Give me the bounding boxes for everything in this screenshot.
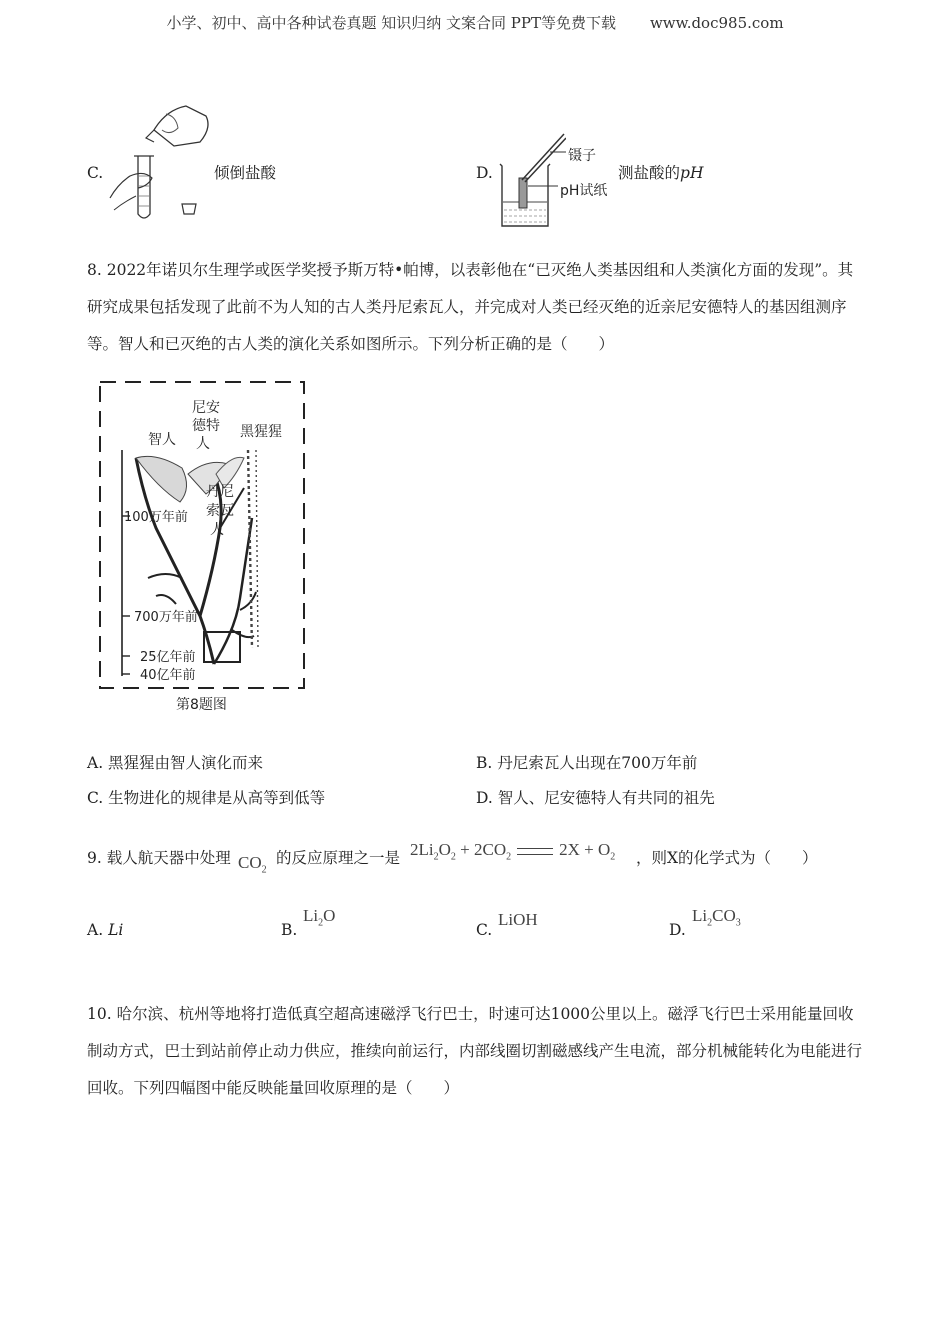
header-url: www.doc985.com — [649, 14, 784, 32]
q8-option-a: A. 黑猩猩由智人演化而来 — [87, 754, 264, 772]
formula-li2co3: $Li_2CO_3$ — [692, 906, 741, 929]
label-chimpanzee: 黑猩猩 — [240, 424, 282, 440]
header-slogan: 小学、初中、高中各种试卷真题 知识归纳 文案合同 PPT等免费下载 — [166, 14, 616, 32]
label-denisovan-3: 人 — [210, 522, 224, 538]
q7-option-d-letter: D. — [476, 164, 493, 182]
ph-paper-label: pH试纸 — [560, 183, 608, 199]
label-neanderthal-2: 德特 — [192, 418, 220, 434]
label-homo-sapiens: 智人 — [148, 432, 176, 448]
q8-option-d: D. 智人、尼安德特人有共同的祖先 — [476, 789, 715, 807]
q8-option-b: B. 丹尼索瓦人出现在700万年前 — [476, 754, 698, 772]
q7-option-d-text-main: 测盐酸的 — [618, 164, 681, 182]
formula-reaction: $2Li_2O_2 + 2CO_2$ $2X + O_2$ — [410, 840, 616, 863]
figure-caption: 第8题图 — [176, 697, 227, 713]
q9-suffix: ，则X的化学式为（ ） — [636, 849, 818, 867]
formula-li2o: $Li_2O$ — [303, 906, 336, 929]
label-neanderthal-3: 人 — [196, 436, 210, 452]
q8-option-c: C. 生物进化的规律是从高等到低等 — [87, 789, 326, 807]
q9-option-a-letter: A. — [87, 921, 104, 939]
q9-option-a-value: Li — [108, 921, 124, 939]
q7-option-c-text: 倾倒盐酸 — [214, 164, 277, 182]
label-denisovan-2: 索瓦 — [206, 503, 234, 519]
beaker-tweezers-illustration — [494, 130, 566, 230]
formula-lioh: LiOH — [498, 910, 538, 929]
q9-option-a — [87, 919, 123, 941]
q9-option-b-letter: B. — [281, 921, 298, 939]
page-header — [0, 12, 950, 33]
label-denisovan-1: 丹尼 — [206, 484, 234, 500]
formula-co2: $CO_2$ — [238, 853, 267, 876]
q10-stem: 10. 哈尔滨、杭州等地将打造低真空超高速磁浮飞行巴士，时速可达1000公里以上。磁浮飞行巴士采用能量回收制动方式，巴士到站前停止动力供应，推续向前运行，内部线圈切割磁感线产生电流，部分机械能转化为电能进行回收。下列四幅图中能反映能量回收原理的是（ ） — [87, 1005, 863, 1097]
tweezers-label: 镊子 — [568, 148, 596, 164]
axis-label-1m: 100万年前 — [124, 510, 188, 525]
axis-label-2.5b: 25亿年前 — [140, 650, 196, 665]
q7-option-c-letter: C. — [87, 164, 104, 182]
q9-middle: 的反应原理之一是 — [276, 849, 401, 867]
evolution-tree-figure — [96, 378, 308, 718]
axis-label-7m: 700万年前 — [134, 610, 198, 625]
q7-option-d-text — [618, 162, 703, 184]
axis-label-4b: 40亿年前 — [140, 668, 196, 683]
q7-option-d-ph: pH — [680, 164, 704, 182]
q9-option-d-letter: D. — [669, 921, 686, 939]
label-neanderthal-1: 尼安 — [192, 400, 220, 416]
q9-option-c-letter: C. — [476, 921, 493, 939]
pour-acid-illustration — [104, 98, 214, 220]
q8-stem: 8. 2022年诺贝尔生理学或医学奖授予斯万特•帕博，以表彰他在“已灭绝人类基因组和人类演化方面的发现”。其研究成果包括发现了此前不为人知的古人类丹尼索瓦人，并完成对人类已经灭绝的近亲尼安德特人的基因组测序等。智人和已灭绝的古人类的演化关系如图所示。下列分析正确的是（ ） — [87, 261, 854, 353]
q9-prefix: 9. 载人航天器中处理 — [87, 849, 231, 867]
